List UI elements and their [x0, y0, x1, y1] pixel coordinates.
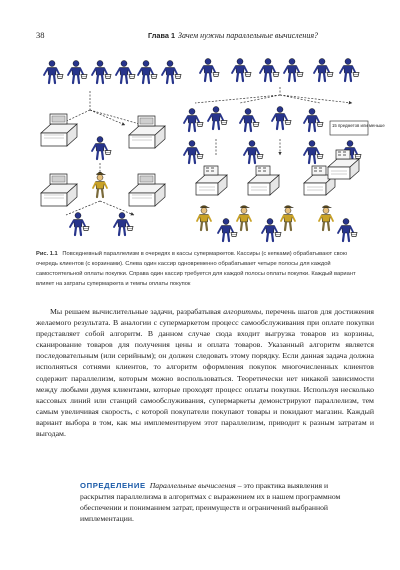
- cashier-icon: [197, 206, 211, 231]
- customer-icon: [92, 61, 111, 84]
- customer-icon: [218, 219, 237, 242]
- chapter-label: Глава 1: [148, 31, 175, 40]
- self-checkout-kiosk-icon: [129, 174, 165, 206]
- customer-icon: [162, 61, 181, 84]
- customer-icon: [184, 109, 203, 132]
- caption-text: Повседневный параллелизм в очередях в кассы супермаркетов. Кассиры (с кепками) обрабатывают свою очередь клиентов (с корзинами). Слева один кассир одновременно обрабатывает четыре полосы для каждой самостоятельной оплаты покупки. Справа один кассир требуется для каждой полосы оплаты покупки. Каждый вариант влияет на затраты супермаркета и темпы оплаты покупок: [36, 251, 356, 287]
- customer-icon: [68, 61, 87, 84]
- self-checkout-kiosk-icon: [41, 114, 77, 146]
- customer-icon: [92, 137, 111, 160]
- customer-icon: [262, 219, 281, 242]
- cashier-icon: [93, 173, 107, 198]
- supermarket-figure: [30, 55, 385, 245]
- customer-icon: [44, 61, 63, 84]
- customer-icon: [70, 213, 89, 236]
- customer-icon: [260, 59, 279, 82]
- self-checkout-kiosk-icon: [129, 116, 165, 148]
- customer-icon: [114, 213, 133, 236]
- caption-label: Рис. 1.1: [36, 251, 58, 257]
- cash-register-icon: [196, 166, 227, 195]
- self-checkout-kiosk-icon: [41, 174, 77, 206]
- running-header: [36, 30, 366, 44]
- svg-text:15 предметов или меньше: [332, 123, 385, 128]
- customer-icon: [340, 59, 359, 82]
- definition-text: – это практика выявления и раскрытия параллелизма в алгоритмах с выражением их в нашем программном обеспечении и пониманием затрат, преимуществ и ограничений выбранной имплементации.: [80, 481, 341, 524]
- customer-icon: [232, 59, 251, 82]
- customer-icon: [116, 61, 135, 84]
- cash-register-icon: [328, 150, 359, 179]
- express-sign-text: 15 предметов или меньше: [332, 123, 385, 128]
- chapter-title: Зачем нужны параллельные вычисления?: [178, 30, 319, 40]
- customer-icon: [304, 109, 323, 132]
- definition-label: ОПРЕДЕЛЕНИЕ: [80, 481, 146, 490]
- term-algorithms: алгоритмы: [223, 307, 262, 316]
- definition-block: [80, 480, 355, 524]
- body-text-part1: Мы решаем вычислительные задачи, разрабатывая: [50, 307, 224, 316]
- right-panel-cashier-lanes: [184, 59, 385, 242]
- body-text-part2: , перечень шагов для достижения желаемого результата. В аналогии с супермаркетом процесс самообслуживания при оплате покупки представляет собой алгоритм. В данном случае сюда входит выгрузка товаров из корзины, сканирование товаров для получения цены и оплата товаров. Указанный алгоритм является последовательным (или серийным); он должен следовать этому порядку. Если данная задача должна исполняться сотнями клиентов, то алгоритм оформления покупок многочисленных клиентов содержит параллелизм, которым можно воспользоваться. Теоретически нет никакой зависимости между любыми двумя клиентами, которые проходят процесс оплаты покупки. Используя несколько кассовых линий или станций самообслуживания, супермаркеты демонстрируют параллелизм, тем самым увеличивая скорость, с которой покупатели покупают товары и покидают магазин. Каждый вариант выбора в том, как мы имплементируем этот параллелизм, приводит к разным затратам и выгодам.: [36, 307, 374, 439]
- customer-icon: [284, 59, 303, 82]
- customer-icon: [272, 107, 291, 130]
- page-number: 38: [36, 30, 45, 40]
- left-panel-self-checkout: [41, 61, 181, 236]
- definition-term: Параллельные вычисления: [149, 481, 236, 490]
- cashier-icon: [237, 206, 251, 231]
- customer-icon: [240, 109, 259, 132]
- customer-icon: [244, 141, 263, 164]
- customer-icon: [304, 141, 323, 164]
- customer-icon: [184, 141, 203, 164]
- customer-icon: [138, 61, 157, 84]
- customer-icon: [200, 59, 219, 82]
- figure-caption: [36, 249, 366, 289]
- cashier-icon: [281, 206, 295, 231]
- customer-icon: [314, 59, 333, 82]
- body-paragraph: [36, 306, 374, 439]
- cashier-icon: [319, 206, 333, 231]
- cash-register-icon: [248, 166, 279, 195]
- customer-icon: [208, 107, 227, 130]
- customer-icon: [338, 219, 357, 242]
